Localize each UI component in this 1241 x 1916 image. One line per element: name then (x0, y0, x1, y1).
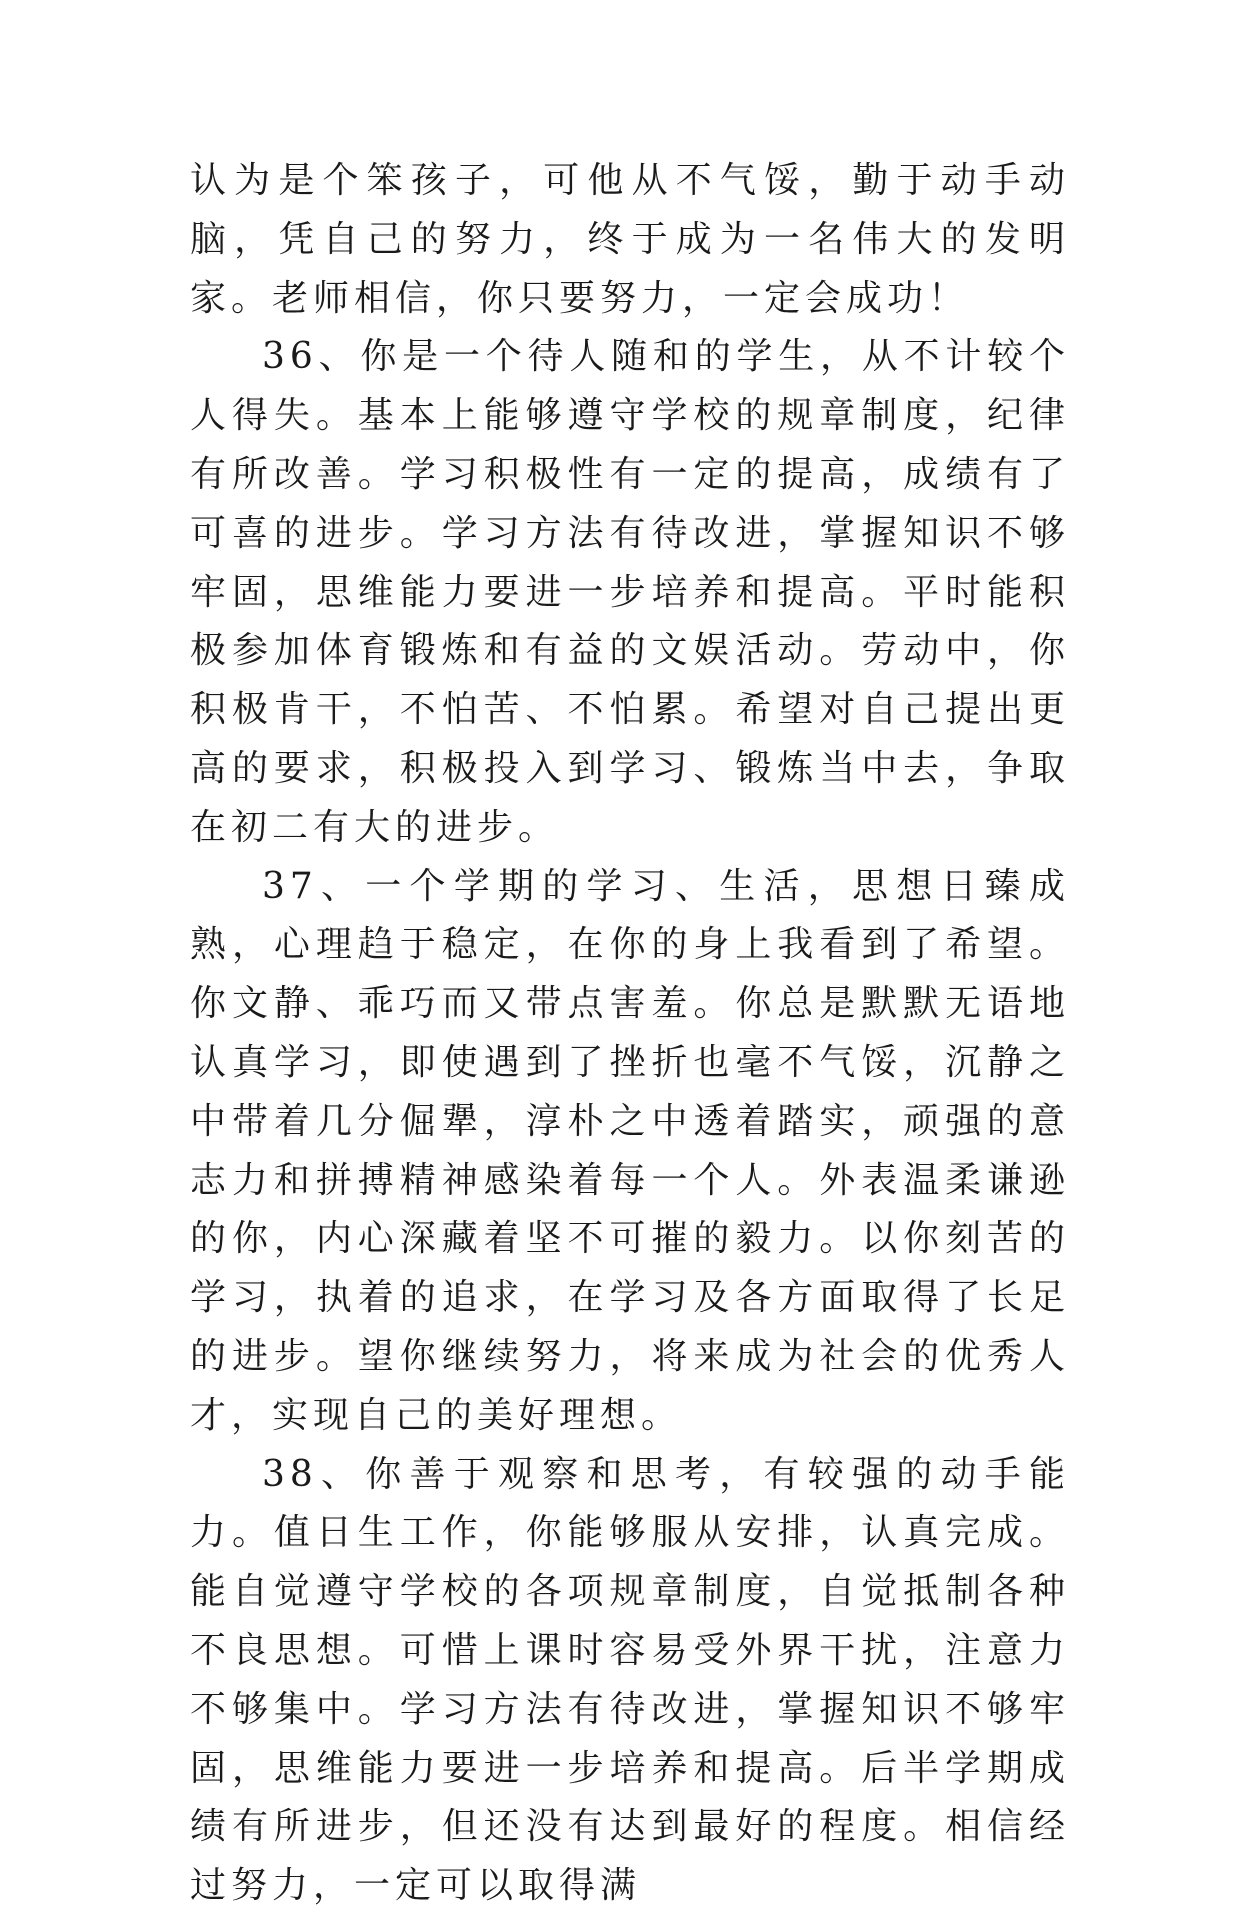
paragraph-comment-38: 38、你善于观察和思考，有较强的动手能力。值日生工作，你能够服从安排，认真完成。能自觉遵守学校的各项规章制度，自觉抵制各种不良思想。可惜上课时容易受外界干扰，注意力不够集中。学习方法有待改进，掌握知识不够牢固，思维能力要进一步培养和提高。后半学期成绩有所进步，但还没有达到最好的程度。相信经过努力，一定可以取得满 (190, 1453, 1070, 1907)
paragraph-comment-36: 36、你是一个待人随和的学生，从不计较个人得失。基本上能够遵守学校的规章制度，纪律有所改善。学习积极性有一定的提高，成绩有了可喜的进步。学习方法有待改进，掌握知识不够牢固，思维能力要进一步培养和提高。平时能积极参加体育锻炼和有益的文娱活动。劳动中，你积极肯干，不怕苦、不怕累。希望对自己提出更高的要求，积极投入到学习、锻炼当中去，争取在初二有大的进步。 (190, 336, 1070, 848)
paragraph-continuation: 认为是个笨孩子，可他从不气馁，勤于动手动脑，凭自己的努力，终于成为一名伟大的发明家。老师相信，你只要努力，一定会成功！ (190, 160, 1070, 319)
paragraph-comment-37: 37、一个学期的学习、生活，思想日臻成熟，心理趋于稳定，在你的身上我看到了希望。你文静、乖巧而又带点害羞。你总是默默无语地认真学习，即使遇到了挫折也毫不气馁，沉静之中带着几分倔犟，淳朴之中透着踏实，顽强的意志力和拼搏精神感染着每一个人。外表温柔谦逊的你，内心深藏着坚不可摧的毅力。以你刻苦的学习，执着的追求，在学习及各方面取得了长足的进步。望你继续努力，将来成为社会的优秀人才，实现自己的美好理想。 (190, 865, 1070, 1436)
document-body (190, 152, 1070, 1916)
